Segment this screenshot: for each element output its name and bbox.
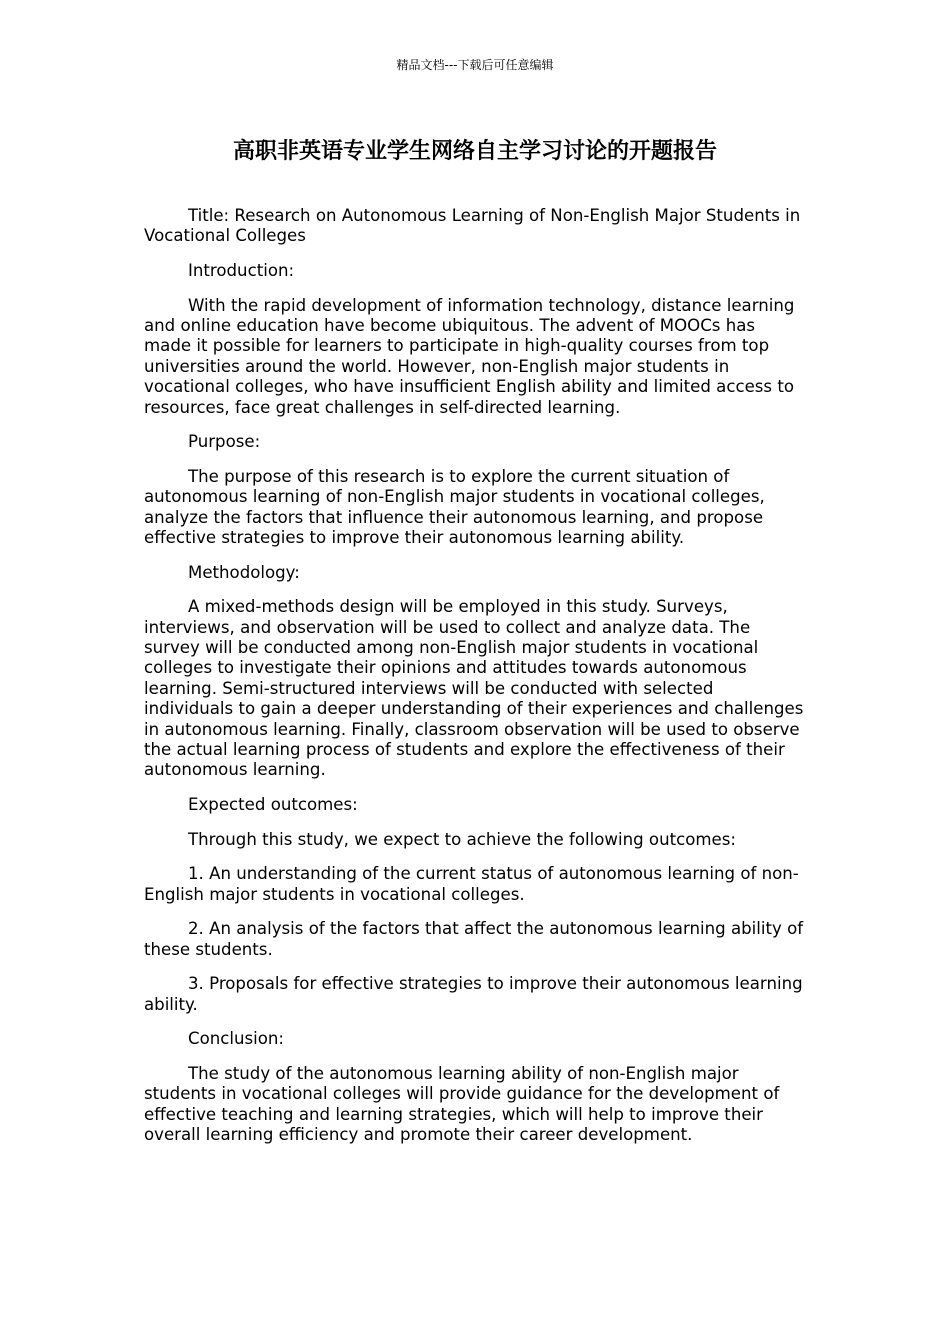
document-body (144, 206, 806, 1160)
list-item-outcome-1: 1. An understanding of the current status of autonomous learning of non-English major students in vocational colleges. (144, 864, 799, 904)
list-item-outcome-3: 3. Proposals for effective strategies to improve their autonomous learning ability. (144, 974, 803, 1014)
paragraph-conclusion: The study of the autonomous learning ability of non-English major students in vocational colleges will provide guidance for the development of effective teaching and learning strategies, which will help to improve their overall learning efficiency and promote their career development. (144, 1063, 780, 1145)
heading-conclusion: Conclusion: (188, 1029, 285, 1049)
paragraph-purpose: The purpose of this research is to explore the current situation of autonomous learning of non-English major students in vocational colleges, analyze the factors that influence their autonomous learning, and propose effective strategies to improve their autonomous learning ability. (144, 466, 765, 548)
paragraph-methodology: A mixed-methods design will be employed in this study. Surveys, interviews, and observation will be used to collect and analyze data. The survey will be conducted among non-English major students in vocational colleges to investigate their opinions and attitudes towards autonomous learning. Semi-structured interviews will be conducted with selected individuals to gain a deeper understanding of their experiences and challenges in autonomous learning. Finally, classroom observation will be used to observe the actual learning process of students and explore the effectiveness of their autonomous learning. (144, 597, 804, 780)
page-header: 精品文档---下载后可任意编辑 (396, 58, 554, 72)
list-item-outcome-2: 2. An analysis of the factors that affect the autonomous learning ability of these students. (144, 919, 804, 959)
heading-introduction: Introduction: (188, 261, 295, 280)
heading-expected-outcomes: Expected outcomes: (188, 795, 358, 815)
paragraph-outcomes-intro: Through this study, we expect to achieve the following outcomes: (188, 829, 736, 849)
heading-purpose: Purpose: (188, 432, 261, 452)
heading-methodology: Methodology: (188, 562, 300, 582)
document-title: 高职非英语专业学生网络自主学习讨论的开题报告 (232, 139, 717, 164)
paragraph-title-line: Title: Research on Autonomous Learning of Non-English Major Students in Vocational Colleges (144, 206, 801, 246)
paragraph-introduction: With the rapid development of information technology, distance learning and online education have become ubiquitous. The advent of MOOCs has made it possible for learners to participate in high-quality courses from top universities around the world. However, non-English major students in vocational colleges, who have insufficient English ability and limited access to resources, face great challenges in self-directed learning. (144, 295, 795, 417)
